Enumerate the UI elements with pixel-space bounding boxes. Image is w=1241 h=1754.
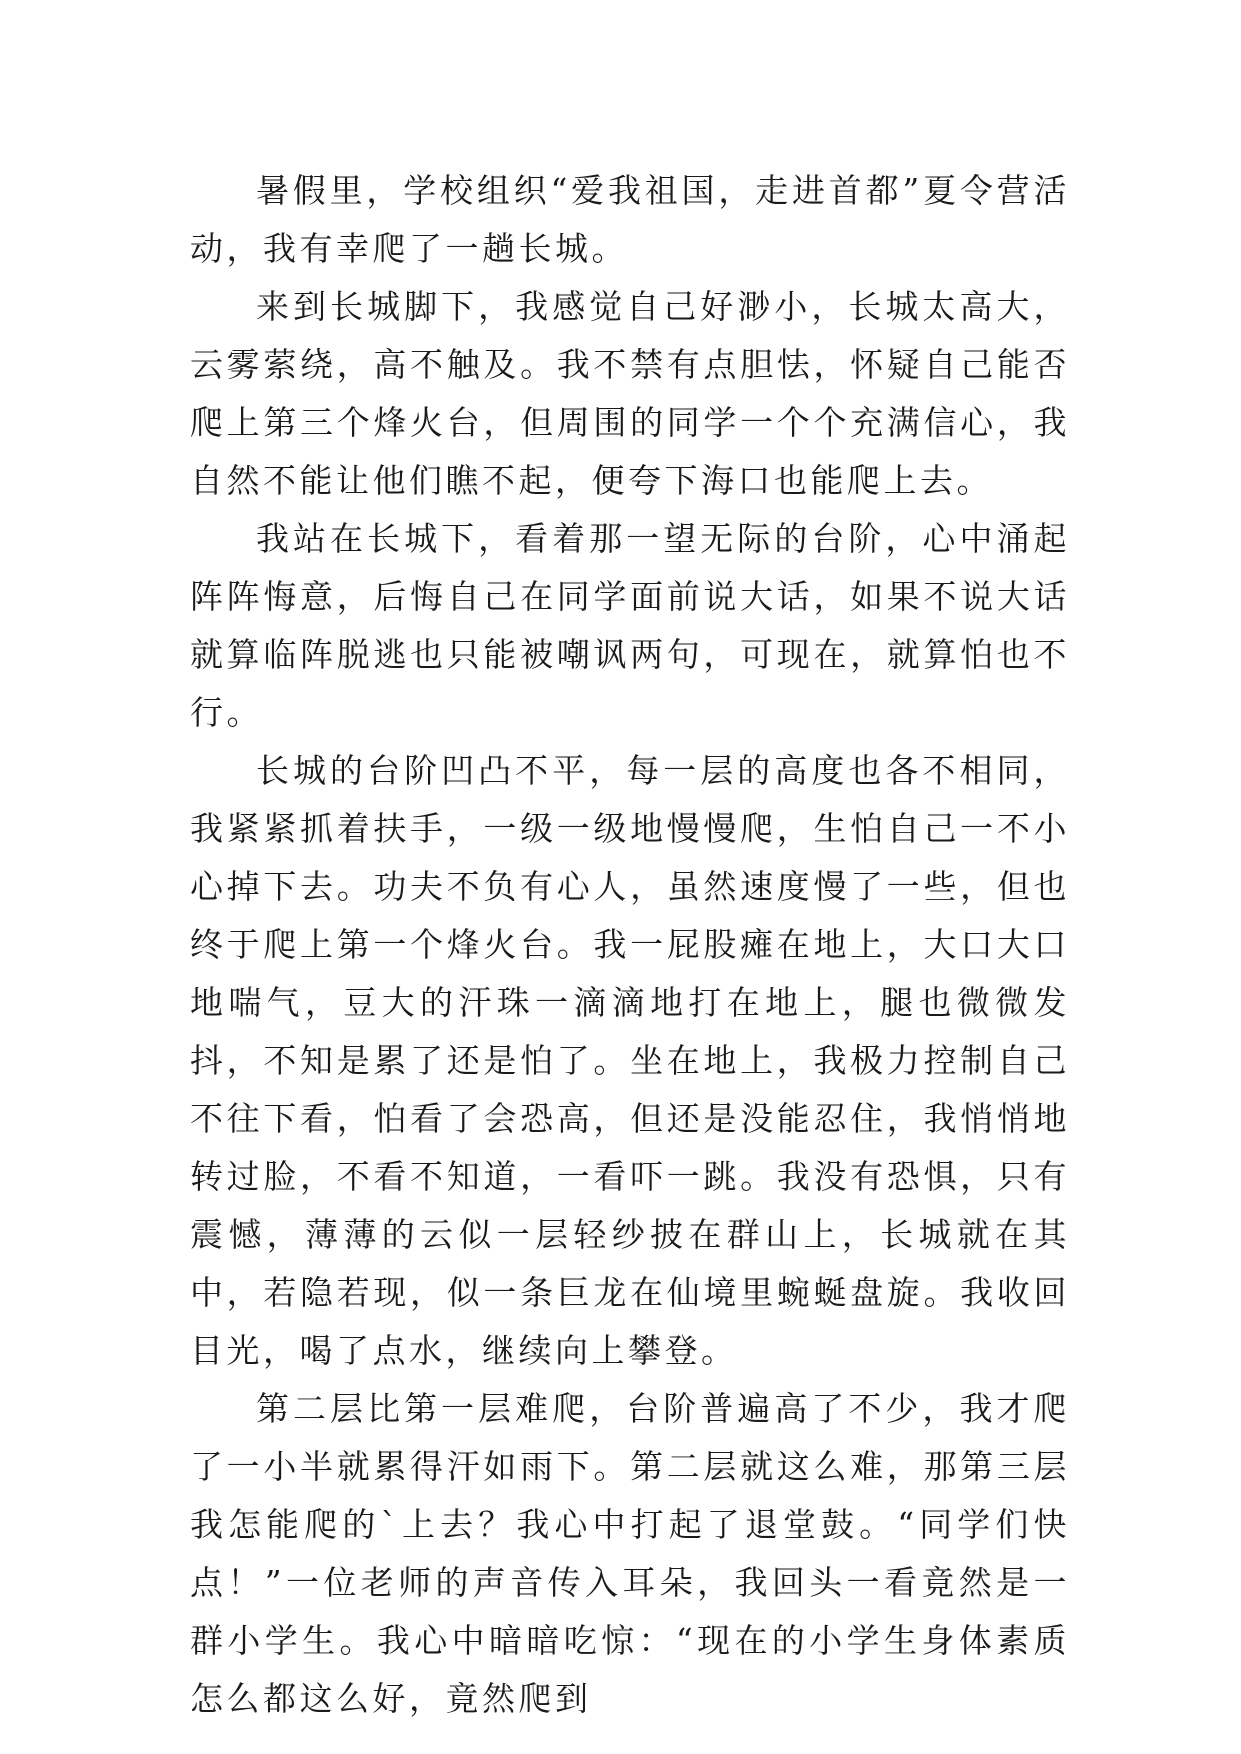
- paragraph-1: 暑假里，学校组织“爱我祖国，走进首都”夏令营活动，我有幸爬了一趟长城。: [190, 171, 1070, 268]
- paragraph-2: 来到长城脚下，我感觉自己好渺小，长城太高大，云雾萦绕，高不触及。我不禁有点胆怯，怀疑自己能否爬上第三个烽火台，但周围的同学一个个充满信心，我自然不能让他们瞧不起，便夸下海口也能爬上去。: [190, 287, 1070, 500]
- paragraph-4: 长城的台阶凹凸不平，每一层的高度也各不相同，我紧紧抓着扶手，一级一级地慢慢爬，生怕自己一不小心掉下去。功夫不负有心人，虽然速度慢了一些，但也终于爬上第一个烽火台。我一屁股瘫在地上，大口大口地喘气，豆大的汗珠一滴滴地打在地上，腿也微微发抖，不知是累了还是怕了。坐在地上，我极力控制自己不往下看，怕看了会恐高，但还是没能忍住，我悄悄地转过脸，不看不知道，一看吓一跳。我没有恐惧，只有震憾，薄薄的云似一层轻纱披在群山上，长城就在其中，若隐若现，似一条巨龙在仙境里蜿蜒盘旋。我收回目光，喝了点水，继续向上攀登。: [190, 751, 1070, 1370]
- paragraph-3: 我站在长城下，看着那一望无际的台阶，心中涌起阵阵悔意，后悔自己在同学面前说大话，如果不说大话就算临阵脱逃也只能被嘲讽两句，可现在，就算怕也不行。: [190, 519, 1070, 732]
- document-body: [190, 162, 1070, 1728]
- paragraph-5: 第二层比第一层难爬，台阶普遍高了不少，我才爬了一小半就累得汗如雨下。第二层就这么难，那第三层我怎能爬的`上去？我心中打起了退堂鼓。“同学们快点！”一位老师的声音传入耳朵，我回头一看竟然是一群小学生。我心中暗暗吃惊：“现在的小学生身体素质怎么都这么好，竟然爬到: [190, 1389, 1070, 1718]
